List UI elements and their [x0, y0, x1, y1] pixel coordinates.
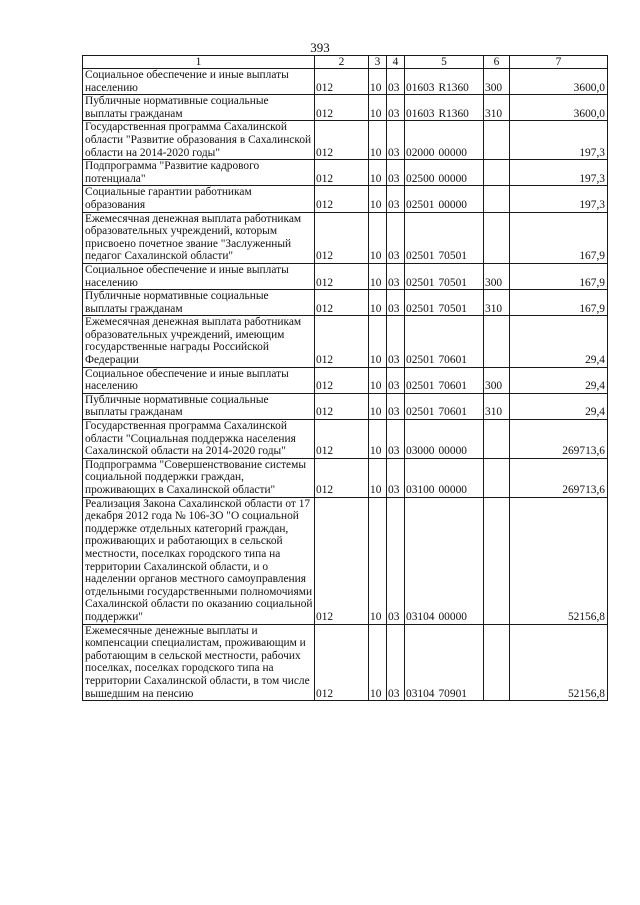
- row-name: Государственная программа Сахалинской области "Социальная поддержка населения Сахалинской области на 2014-2020 годы": [83, 420, 315, 459]
- page-number: 393: [310, 40, 330, 55]
- ministry-code: 012: [315, 624, 369, 701]
- expense-type-code: 310: [484, 393, 510, 419]
- subsection-code: 03: [387, 458, 405, 497]
- column-header: 6: [484, 56, 510, 69]
- column-header: 4: [387, 56, 405, 69]
- header-row: [83, 56, 608, 69]
- row-name: Социальные гарантии работникам образования: [83, 186, 315, 212]
- table-row: [83, 186, 608, 212]
- row-name: Ежемесячная денежная выплата работникам образовательных учреждений, имеющим государственные награды Российской Федерации: [83, 316, 315, 367]
- amount-value: 167,9: [510, 263, 608, 289]
- section-code: 10: [369, 393, 387, 419]
- table-row: [83, 420, 608, 459]
- target-article-code: [405, 160, 484, 186]
- direction-code: 70601: [438, 354, 467, 367]
- budget-table: [82, 55, 608, 701]
- table-row: [83, 624, 608, 701]
- ministry-code: 012: [315, 367, 369, 393]
- amount-value: 29,4: [510, 367, 608, 393]
- target-article-code: [405, 316, 484, 367]
- section-code: 10: [369, 212, 387, 263]
- direction-code: 70501: [438, 250, 467, 263]
- program-code: 02501: [406, 198, 435, 211]
- direction-code: 00000: [438, 484, 467, 496]
- direction-code: 70601: [438, 406, 467, 419]
- column-header: 1: [83, 56, 315, 69]
- section-code: 10: [369, 121, 387, 160]
- ministry-code: 012: [315, 393, 369, 419]
- section-code: 10: [369, 263, 387, 289]
- ministry-code: 012: [315, 160, 369, 186]
- amount-value: 269713,6: [510, 458, 608, 497]
- program-code: 02501: [406, 380, 435, 393]
- program-code: 03000: [406, 445, 435, 458]
- subsection-code: 03: [387, 393, 405, 419]
- direction-code: 70501: [438, 276, 467, 289]
- program-code: 02501: [406, 250, 435, 263]
- amount-value: 29,4: [510, 316, 608, 367]
- ministry-code: 012: [315, 212, 369, 263]
- table-row: [83, 95, 608, 121]
- expense-type-code: 310: [484, 95, 510, 121]
- section-code: 10: [369, 95, 387, 121]
- target-article-code: [405, 458, 484, 497]
- amount-value: 29,4: [510, 393, 608, 419]
- target-article-code: [405, 393, 484, 419]
- row-name: Социальное обеспечение и иные выплаты населению: [83, 69, 315, 95]
- row-name: Ежемесячные денежные выплаты и компенсации специалистам, проживающим и работающим в сельской местности, рабочих поселках, поселках городского типа на территории Сахалинской области, в том числе вышедшим на пенсию: [83, 624, 315, 701]
- subsection-code: 03: [387, 497, 405, 624]
- program-code: 03104: [406, 610, 435, 623]
- expense-type-code: [484, 624, 510, 701]
- program-code: 02501: [406, 276, 435, 289]
- section-code: 10: [369, 290, 387, 316]
- program-code: 02501: [406, 354, 435, 367]
- target-article-code: [405, 69, 484, 95]
- table-row: [83, 458, 608, 497]
- table-row: [83, 367, 608, 393]
- row-name: Публичные нормативные социальные выплаты гражданам: [83, 95, 315, 121]
- column-header: 2: [315, 56, 369, 69]
- subsection-code: 03: [387, 624, 405, 701]
- ministry-code: 012: [315, 458, 369, 497]
- amount-value: 269713,6: [510, 420, 608, 459]
- amount-value: 197,3: [510, 121, 608, 160]
- direction-code: 70601: [438, 380, 467, 393]
- program-code: 02501: [406, 406, 435, 419]
- amount-value: 197,3: [510, 160, 608, 186]
- ministry-code: 012: [315, 69, 369, 95]
- direction-code: 70901: [438, 687, 467, 700]
- direction-code: R1360: [438, 81, 469, 94]
- amount-value: 52156,8: [510, 497, 608, 624]
- section-code: 10: [369, 497, 387, 624]
- program-code: 02501: [406, 302, 435, 315]
- target-article-code: [405, 624, 484, 701]
- table-row: [83, 121, 608, 160]
- subsection-code: 03: [387, 95, 405, 121]
- direction-code: 70501: [438, 302, 467, 315]
- expense-type-code: [484, 186, 510, 212]
- ministry-code: 012: [315, 186, 369, 212]
- row-name: Государственная программа Сахалинской области "Развитие образования в Сахалинской области на 2014-2020 годы": [83, 121, 315, 160]
- amount-value: 3600,0: [510, 95, 608, 121]
- direction-code: 00000: [438, 146, 467, 159]
- ministry-code: 012: [315, 316, 369, 367]
- direction-code: 00000: [438, 610, 467, 623]
- expense-type-code: 300: [484, 69, 510, 95]
- expense-type-code: 300: [484, 367, 510, 393]
- subsection-code: 03: [387, 420, 405, 459]
- target-article-code: [405, 497, 484, 624]
- expense-type-code: [484, 458, 510, 497]
- section-code: 10: [369, 420, 387, 459]
- ministry-code: 012: [315, 263, 369, 289]
- table-row: [83, 497, 608, 624]
- target-article-code: [405, 212, 484, 263]
- target-article-code: [405, 367, 484, 393]
- target-article-code: [405, 420, 484, 459]
- program-code: 02500: [406, 172, 435, 185]
- table-row: [83, 393, 608, 419]
- target-article-code: [405, 186, 484, 212]
- subsection-code: 03: [387, 121, 405, 160]
- direction-code: 00000: [438, 172, 467, 185]
- direction-code: 00000: [438, 445, 467, 458]
- program-code: 02000: [406, 146, 435, 159]
- expense-type-code: 300: [484, 263, 510, 289]
- ministry-code: 012: [315, 497, 369, 624]
- row-name: Социальное обеспечение и иные выплаты населению: [83, 263, 315, 289]
- column-header: 7: [510, 56, 608, 69]
- table-row: [83, 69, 608, 95]
- amount-value: 197,3: [510, 186, 608, 212]
- subsection-code: 03: [387, 263, 405, 289]
- section-code: 10: [369, 458, 387, 497]
- subsection-code: 03: [387, 69, 405, 95]
- table-row: [83, 212, 608, 263]
- section-code: 10: [369, 367, 387, 393]
- section-code: 10: [369, 160, 387, 186]
- target-article-code: [405, 95, 484, 121]
- target-article-code: [405, 290, 484, 316]
- expense-type-code: [484, 497, 510, 624]
- amount-value: 167,9: [510, 212, 608, 263]
- row-name: Ежемесячная денежная выплата работникам образовательных учреждений, которым присвоено почетное звание "Заслуженный педагог Сахалинской области": [83, 212, 315, 263]
- ministry-code: 012: [315, 420, 369, 459]
- direction-code: 00000: [438, 198, 467, 211]
- amount-value: 3600,0: [510, 69, 608, 95]
- direction-code: R1360: [438, 107, 469, 120]
- row-name: Социальное обеспечение и иные выплаты населению: [83, 367, 315, 393]
- table-row: [83, 290, 608, 316]
- target-article-code: [405, 263, 484, 289]
- program-code: 03104: [406, 687, 435, 700]
- amount-value: 52156,8: [510, 624, 608, 701]
- amount-value: 167,9: [510, 290, 608, 316]
- expense-type-code: 310: [484, 290, 510, 316]
- section-code: 10: [369, 69, 387, 95]
- subsection-code: 03: [387, 367, 405, 393]
- expense-type-code: [484, 160, 510, 186]
- expense-type-code: [484, 316, 510, 367]
- ministry-code: 012: [315, 290, 369, 316]
- subsection-code: 03: [387, 212, 405, 263]
- subsection-code: 03: [387, 316, 405, 367]
- subsection-code: 03: [387, 186, 405, 212]
- expense-type-code: [484, 212, 510, 263]
- program-code: 01603: [406, 81, 435, 94]
- subsection-code: 03: [387, 160, 405, 186]
- ministry-code: 012: [315, 95, 369, 121]
- column-header: 3: [369, 56, 387, 69]
- row-name: Реализация Закона Сахалинской области от 17 декабря 2012 года № 106-ЗО "О социальной поддержке отдельных категорий граждан, проживающих и работающих в сельской местности, поселках городского типа на территории Сахалинской области, и о наделении органов местного самоуправления отдельными государственными полномочиями Сахалинской области по оказанию социальной поддержки": [83, 497, 315, 624]
- section-code: 10: [369, 624, 387, 701]
- row-name: Подпрограмма "Развитие кадрового потенциала": [83, 160, 315, 186]
- table-row: [83, 263, 608, 289]
- program-code: 01603: [406, 107, 435, 120]
- row-name: Подпрограмма "Совершенствование системы социальной поддержки граждан, проживающих в Сахалинской области": [83, 458, 315, 497]
- expense-type-code: [484, 121, 510, 160]
- expense-type-code: [484, 420, 510, 459]
- row-name: Публичные нормативные социальные выплаты гражданам: [83, 393, 315, 419]
- target-article-code: [405, 121, 484, 160]
- table-row: [83, 316, 608, 367]
- section-code: 10: [369, 316, 387, 367]
- ministry-code: 012: [315, 121, 369, 160]
- subsection-code: 03: [387, 290, 405, 316]
- table-row: [83, 160, 608, 186]
- row-name: Публичные нормативные социальные выплаты гражданам: [83, 290, 315, 316]
- program-code: 03100: [406, 484, 435, 496]
- section-code: 10: [369, 186, 387, 212]
- column-header: 5: [405, 56, 484, 69]
